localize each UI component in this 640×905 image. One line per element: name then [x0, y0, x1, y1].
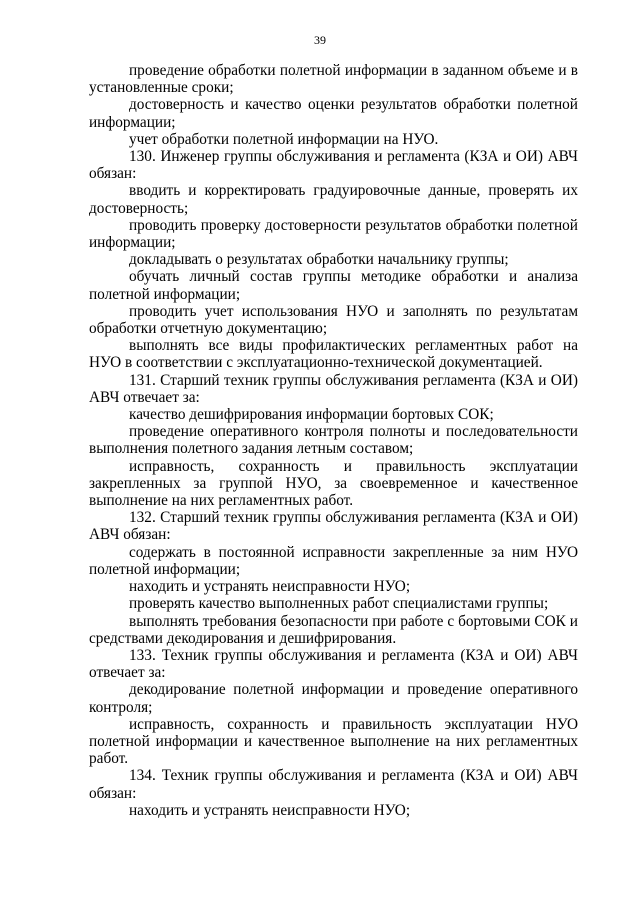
- paragraph: учет обработки полетной информации на НУО.: [129, 130, 439, 148]
- document-body: [89, 62, 578, 819]
- paragraph: 130. Инженер группы обслуживания и регламента (КЗА и ОИ) АВЧ обязан:: [89, 148, 578, 183]
- paragraph: находить и устранять неисправности НУО;: [129, 578, 411, 596]
- paragraph: достоверность и качество оценки результатов обработки полетной информации;: [89, 96, 578, 131]
- paragraph: выполнять требования безопасности при работе с бортовыми СОК и средствами декодирования и дешифрирования.: [89, 612, 578, 647]
- paragraph: проводить проверку достоверности результатов обработки полетной информации;: [89, 216, 578, 252]
- paragraph: проведение оперативного контроля полноты и последовательности выполнения полетного задания летным составом;: [89, 423, 578, 458]
- paragraph: находить и устранять неисправности НУО;: [129, 801, 411, 819]
- paragraph: обучать личный состав группы методике обработки и анализа полетной информации;: [89, 268, 578, 303]
- paragraph: 133. Техник группы обслуживания и регламента (КЗА и ОИ) АВЧ отвечает за:: [89, 646, 578, 682]
- paragraph: декодирование полетной информации и проведение оперативного контроля;: [89, 681, 578, 716]
- paragraph: 131. Старший техник группы обслуживания регламента (КЗА и ОИ) АВЧ отвечает за:: [89, 371, 578, 406]
- paragraph: содержать в постоянной исправности закрепленные за ним НУО полетной информации;: [89, 543, 578, 578]
- paragraph: исправность, сохранность и правильность эксплуатации НУО полетной информации и качественное выполнение на них регламентных работ.: [89, 715, 578, 768]
- paragraph: проведение обработки полетной информации в заданном объеме и в установленные сроки;: [89, 62, 578, 97]
- paragraph: 134. Техник группы обслуживания и регламента (КЗА и ОИ) АВЧ обязан:: [89, 767, 578, 802]
- paragraph: вводить и корректировать градуировочные данные, проверять их достоверность;: [89, 182, 578, 217]
- paragraph: выполнять все виды профилактических регламентных работ на НУО в соответствии с эксплуатационно-технической документацией.: [89, 337, 578, 372]
- paragraph: качество дешифрирования информации бортовых СОК;: [129, 406, 494, 424]
- paragraph: 132. Старший техник группы обслуживания регламента (КЗА и ОИ) АВЧ обязан:: [89, 509, 578, 544]
- paragraph: проверять качество выполненных работ специалистами группы;: [129, 595, 549, 613]
- paragraph: проводить учет использования НУО и заполнять по результатам обработки отчетную документацию;: [89, 302, 578, 338]
- paragraph: исправность, сохранность и правильность эксплуатации закрепленных за группой НУО, за своевременное и качественное выполнение на них регламентных работ.: [89, 457, 578, 510]
- page-number: 39: [314, 33, 326, 47]
- paragraph: докладывать о результатах обработки начальнику группы;: [129, 251, 509, 269]
